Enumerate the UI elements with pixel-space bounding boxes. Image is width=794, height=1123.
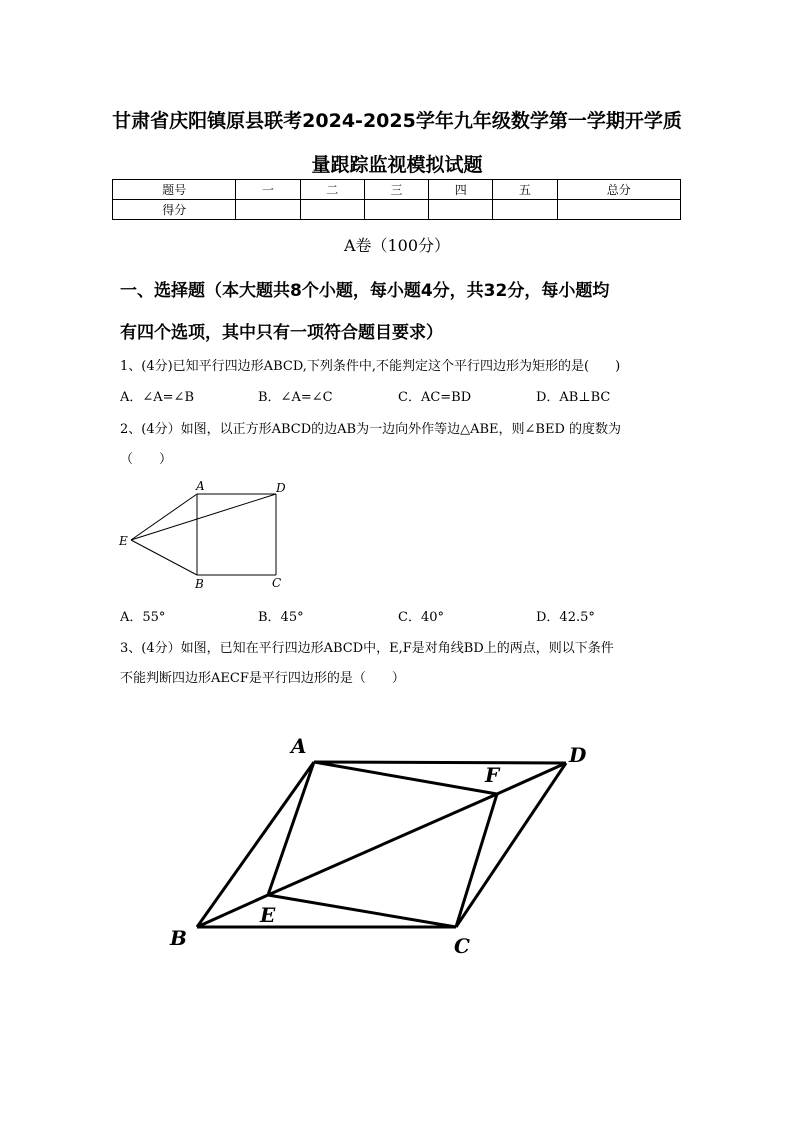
part1-heading-line1: 一、选择题（本大题共8个小题，每小题4分，共32分，每小题均 — [120, 281, 610, 301]
q3-edge-ef — [268, 794, 497, 895]
q2-label-d: D — [276, 481, 286, 495]
q3-edge-af — [314, 762, 497, 794]
score-table — [112, 179, 681, 220]
q2-label-e: E — [119, 534, 128, 548]
score-table-score-row — [113, 200, 681, 220]
score-cell — [236, 200, 300, 220]
q3-edge-ae — [268, 762, 314, 895]
score-cell — [429, 200, 493, 220]
score-header-cell: 二 — [300, 180, 364, 200]
q3-edge-be — [197, 895, 268, 927]
q2-option-a: A．55° — [120, 610, 166, 625]
q2-option-b: B．45° — [258, 610, 304, 625]
q3-edge-fd — [497, 763, 566, 794]
score-header-cell: 五 — [493, 180, 557, 200]
question-1-stem: 1、(4分)已知平行四边形ABCD,下列条件中,不能判定这个平行四边形为矩形的是( ) — [120, 359, 621, 374]
q3-label-b: B — [170, 926, 187, 950]
question-3-stem-line2: 不能判断四边形AECF是平行四边形的是（ ） — [120, 671, 405, 686]
q3-edge-ba — [197, 762, 314, 927]
q2-label-c: C — [272, 576, 282, 590]
q2-option-d: D．42.5° — [536, 610, 595, 625]
q2-edge-ed — [131, 494, 276, 540]
q1-option-c: C．AC=BD — [398, 390, 472, 405]
score-header-cell: 题号 — [113, 180, 236, 200]
q2-edge-ea — [131, 494, 197, 540]
score-cell — [493, 200, 557, 220]
q1-option-b: B．∠A=∠C — [258, 390, 333, 405]
q3-edge-fc — [456, 794, 497, 927]
q2-edge-eb — [131, 540, 197, 575]
exam-title-line1: 甘肃省庆阳镇原县联考2024-2025学年九年级数学第一学期开学质 — [112, 110, 682, 132]
q2-label-b: B — [195, 577, 204, 591]
score-header-cell: 四 — [429, 180, 493, 200]
score-header-cell: 三 — [364, 180, 428, 200]
score-cell — [300, 200, 364, 220]
q1-option-d: D．AB⊥BC — [536, 390, 611, 405]
part1-heading-line2: 有四个选项，其中只有一项符合题目要求） — [120, 323, 443, 343]
section-heading: A卷（100分） — [343, 236, 451, 255]
q3-label-e: E — [260, 903, 276, 927]
question-2-stem: 2、(4分）如图，以正方形ABCD的边AB为一边向外作等边△ABE，则∠BED 的度数为 — [120, 422, 622, 437]
q3-label-f: F — [485, 763, 500, 787]
score-header-cell: 总分 — [557, 180, 680, 200]
score-table-header-row — [113, 180, 681, 200]
q3-label-d: D — [569, 743, 587, 767]
q2-label-a: A — [196, 479, 205, 493]
exam-title-line2: 量跟踪监视模拟试题 — [311, 154, 483, 176]
score-header-cell: 一 — [236, 180, 300, 200]
question-2-stem-cont: （ ） — [120, 452, 173, 467]
question-3-stem-line1: 3、(4分）如图，已知在平行四边形ABCD中，E,F是对角线BD上的两点，则以下条件 — [120, 641, 614, 656]
q3-label-a: A — [291, 734, 307, 758]
score-cell — [364, 200, 428, 220]
q2-option-c: C．40° — [398, 610, 444, 625]
score-cell — [557, 200, 680, 220]
q3-edge-ad — [314, 762, 566, 763]
score-row-label: 得分 — [113, 200, 236, 220]
q3-edge-dc — [456, 763, 566, 927]
q3-edge-ec — [268, 895, 456, 927]
q3-label-c: C — [454, 934, 470, 958]
q1-option-a: A．∠A=∠B — [120, 390, 195, 405]
